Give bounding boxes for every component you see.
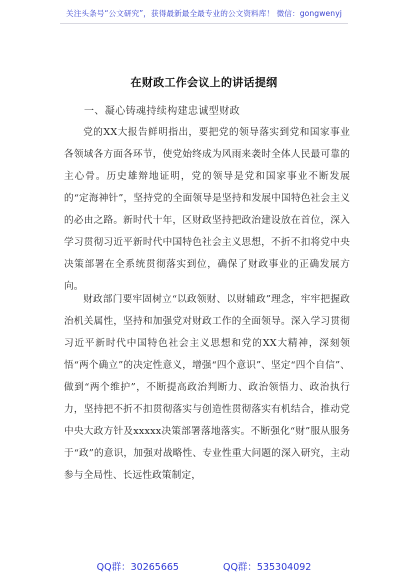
- body-paragraph-1: 党的XX大报告鲜明指出，要把党的领导落实到党和国家事业各领域各方面各环节，使党始终成为风雨来袭时全体人民最可靠的主心骨。历史雄辩地证明，党的领导是党和国家事业不断发展的“定海神针”，坚持党的全面领导是坚持和发展中国特色社会主义的必由之路。新时代十年，区财政坚持把政治建设放在首位，深入学习贯彻习近平新时代中国特色社会主义思想，不折不扣将党中央决策部署在全系统贯彻落实到位，确保了财政事业的正确发展方向。: [64, 127, 350, 292]
- header-divider: [60, 23, 348, 24]
- promo-banner: 关注头条号“公文研究”，获得最新最全最专业的公文资料库！ 微信：gongwenyj: [66, 9, 342, 18]
- footer-qq-group-2: QQ群：535304092: [222, 562, 312, 573]
- body-paragraph-2: 财政部门要牢固树立“以政领财、以财辅政”理念，牢牢把握政治机关属性，坚持和加强党对财政工作的全面领导。深入学习贯彻习近平新时代中国特色社会主义思想和党的XX大精神，深刻领悟“两个确立”的决定性意义，增强“四个意识”、坚定“四个自信”、做到“两个维护”，不断提高政治判断力、政治领悟力、政治执行力，坚持把不折不扣贯彻落实与创造性贯彻落实有机结合，推动党中央大政方针及xxxxx决策部署落地落实。不断强化“财”服从服务于“政”的意识，加强对战略性、专业性重大问题的深入研究，主动参与全局性、长远性政策制定，: [64, 294, 350, 481]
- section-heading: 一、凝心铸魂持续构建忠诚型财政: [84, 106, 240, 117]
- footer-qq-group-1: QQ群：30265665: [96, 562, 179, 573]
- document-title: 在财政工作会议上的讲话提纲: [130, 76, 278, 89]
- footer-contact: [0, 559, 408, 573]
